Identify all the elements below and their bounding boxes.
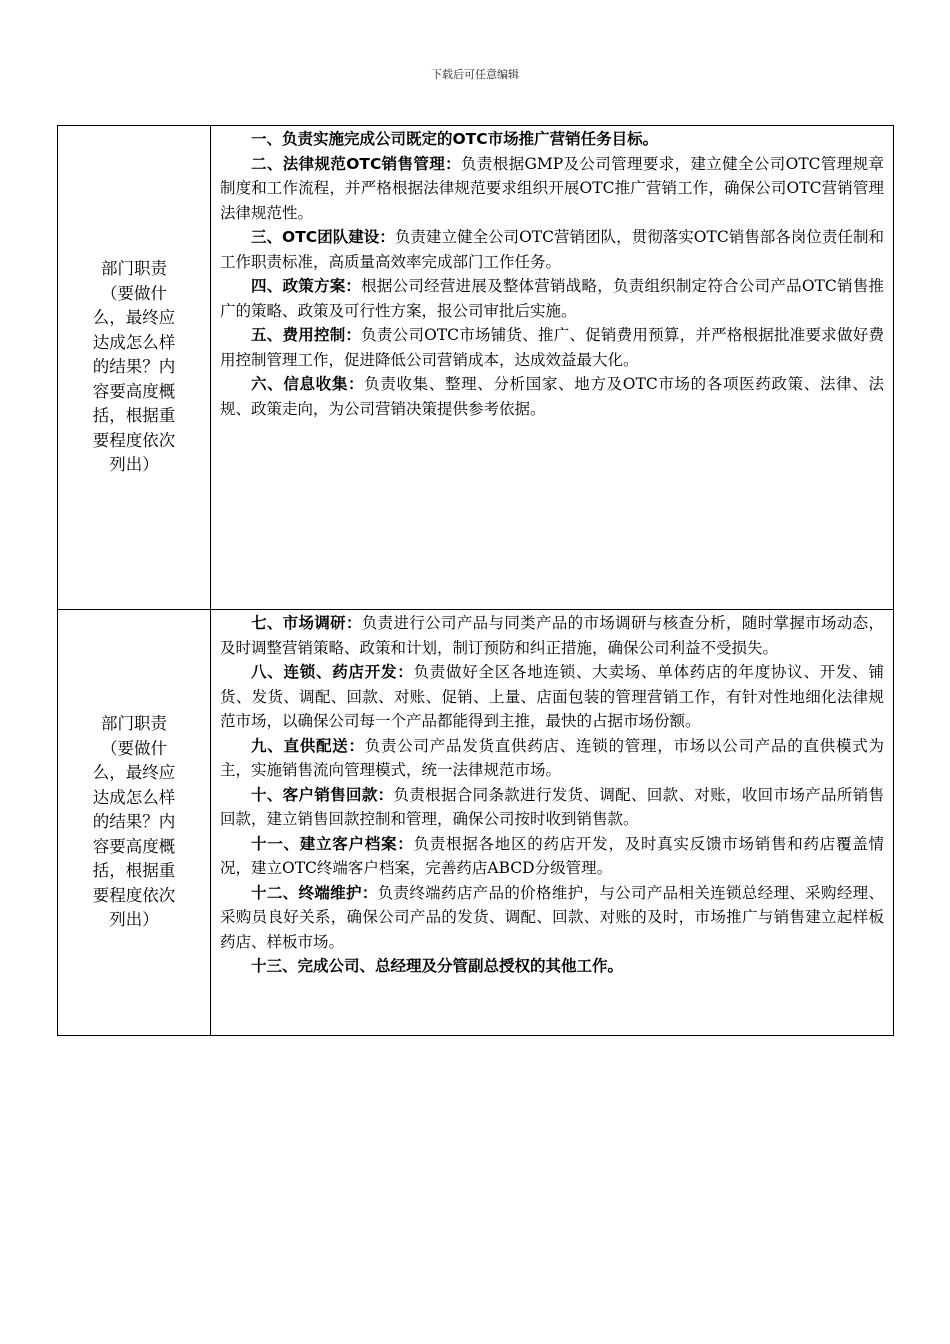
duty-text: 负责公司产品发货直供药店、连锁的管理，市场以公司产品的直供模式为主，实施销售流向管理模式，统一法律规范市场。 [220,736,884,779]
duty-title: 九、直供配送： [251,736,365,755]
duty-item [220,832,884,881]
row-content [211,610,894,1036]
duty-title: 五、费用控制： [251,326,362,344]
label-line: （要做什 [101,738,167,758]
row-label [58,610,211,1036]
duty-title: 四、政策方案： [251,277,362,295]
duty-item [220,225,884,274]
label-line: 括，根据重 [92,861,176,881]
duty-text: 负责终端药店产品的价格维护，与公司产品相关连锁总经理、采购经理、采购员良好关系，确保公司产品的发货、调配、回款、对账的及时，市场推广与销售建立起样板药店、样板市场。 [220,883,884,951]
duty-title: 十一、建立客户档案： [251,834,414,853]
label-line: 要程度依次 [92,430,176,450]
label-line: 达成怎么样 [92,332,176,352]
duty-title: 十、客户销售回款： [251,785,394,804]
duty-item [220,127,884,152]
duty-item [220,734,884,783]
label-line: 括，根据重 [92,406,176,426]
label-line: 的结果？内 [92,812,176,832]
duty-item [220,274,884,323]
duty-text: 负责根据GMP及公司管理要求，建立健全公司OTC管理规章制度和工作流程，并严格根据法律规范要求组织开展OTC推广营销工作，确保公司OTC营销管理法律规范性。 [220,154,884,222]
table-row [58,610,894,1036]
label-line: 容要高度概 [92,381,176,401]
label-line: 容要高度概 [92,836,176,856]
duty-table [57,125,894,1036]
label-line: 列出） [109,455,159,475]
label-line: 的结果？内 [92,357,176,377]
duty-title: 七、市场调研： [251,614,362,632]
duty-text: 根据公司经营进展及整体营销战略，负责组织制定符合公司产品OTC销售推广的策略、政策及可行性方案，报公司审批后实施。 [220,277,884,320]
duty-title: 三、OTC团队建设： [251,228,395,246]
duty-text: 负责根据合同条款进行发货、调配、回款、对账，收回市场产品所销售回款，建立销售回款控制和管理，确保公司按时收到销售款。 [220,785,884,828]
duty-item [220,954,884,979]
duty-item [220,881,884,955]
label-line: 么，最终应 [92,308,176,328]
duty-item [220,323,884,372]
page-header: 下载后可任意编辑 [431,68,519,81]
label-line: 列出） [109,910,159,930]
label-line: （要做什 [101,283,167,303]
duty-item [220,152,884,226]
duty-text: 负责做好全区各地连锁、大卖场、单体药店的年度协议、开发、铺货、发货、调配、回款、对账、促销、上量、店面包装的管理营销工作，有针对性地细化法律规范市场，以确保公司每一个产品都能得到主推，最快的占据市场份额。 [220,663,884,730]
duty-text: 负责进行公司产品与同类产品的市场调研与核查分析，随时掌握市场动态，及时调整营销策略、政策和计划，制订预防和纠正措施，确保公司利益不受损失。 [220,614,884,657]
label-line: 么，最终应 [92,763,176,783]
row-content [211,126,894,610]
duty-text: 负责公司OTC市场铺货、推广、促销费用预算，并严格根据批准要求做好费用控制管理工作，促进降低公司营销成本，达成效益最大化。 [220,326,884,369]
duty-text: 负责根据各地区的药店开发，及时真实反馈市场销售和药店覆盖情况，建立OTC终端客户档案，完善药店ABCD分级管理。 [220,834,884,877]
duty-text: 负责建立健全公司OTC营销团队，贯彻落实OTC销售部各岗位责任制和工作职责标准，高质量高效率完成部门工作任务。 [220,228,884,271]
duty-item [220,611,884,660]
duty-text: 负责收集、整理、分析国家、地方及OTC市场的各项医药政策、法律、法规、政策走向，为公司营销决策提供参考依据。 [220,375,884,418]
label-line: 达成怎么样 [92,787,176,807]
duty-title: 二、法律规范OTC销售管理： [251,154,462,173]
duty-title: 八、连锁、药店开发： [251,663,414,681]
duty-title: 一、负责实施完成公司既定的OTC市场推广营销任务目标。 [251,130,659,148]
table-row [58,126,894,610]
duty-title: 十三、完成公司、总经理及分管副总授权的其他工作。 [251,957,624,975]
duty-item [220,660,884,734]
row-label [58,126,211,610]
duty-title: 十二、终端维护： [251,883,378,902]
label-line: 要程度依次 [92,885,176,905]
duty-item [220,372,884,421]
duty-item [220,783,884,832]
label-line: 部门职责 [101,259,167,279]
label-line: 部门职责 [101,714,167,734]
duty-title: 六、信息收集： [251,375,365,393]
